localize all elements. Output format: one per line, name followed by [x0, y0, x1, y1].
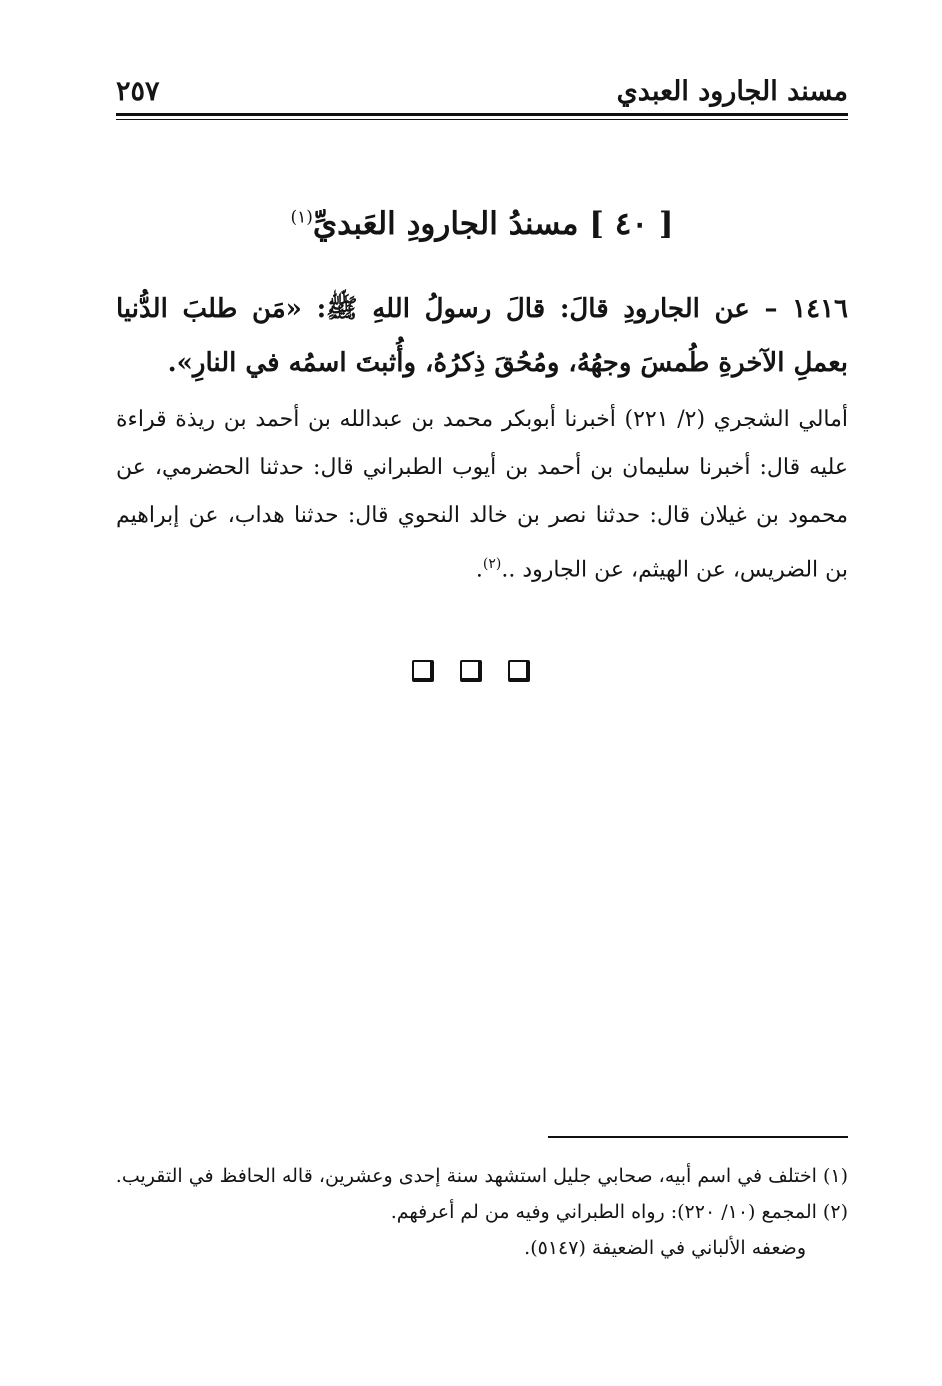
- footnote-rule: [548, 1136, 848, 1138]
- section-end-ornament: [0, 660, 942, 686]
- section-heading-text: [ ٤٠ ] مسندُ الجارودِ العَبديِّ: [312, 206, 674, 242]
- header-rule: [116, 113, 848, 116]
- header-rule-thin: [116, 119, 848, 120]
- square-ornament-icon: [508, 660, 530, 682]
- source-body: أمالي الشجري (٢/ ٢٢١) أخبرنا أبوبكر محمد بن عبدالله بن أحمد بن ريذة قراءة عليه قال: أخبرنا سليمان بن أحمد بن أيوب الطبراني قال: حدثنا الحضرمي، عن محمود بن غيلان قال: حدثنا نصر بن خالد النحوي قال: حدثنا هداب، عن إبراهيم بن الضريس، عن الهيثم، عن الجارود ..: [116, 407, 848, 583]
- section-heading: [116, 206, 848, 242]
- square-ornament-icon: [460, 660, 482, 682]
- page-number: ٢٥٧: [116, 76, 160, 107]
- footnote-2-continuation: وضعفه الألباني في الضعيفة (٥١٤٧).: [524, 1237, 806, 1259]
- source-end: .: [475, 557, 483, 583]
- header-title: مسند الجارود العبدي: [616, 76, 848, 107]
- hadith-text: ١٤١٦ – عن الجارودِ قالَ: قالَ رسولُ اللهِ ﷺ: «مَن طلبَ الدُّنيا بعملِ الآخرةِ طُمسَ وجهُهُ، ومُحُقَ ذِكرُهُ، وأُثبتَ اسمُه في النارِ».: [116, 294, 848, 378]
- footnote-ref-2: (٢): [482, 556, 502, 572]
- running-header: [116, 70, 848, 114]
- footnote-2: (٢) المجمع (١٠/ ٢٢٠): رواه الطبراني وفيه من لم أعرفهم.: [390, 1201, 848, 1223]
- footnote-ref-1: (١): [290, 207, 313, 228]
- square-ornament-icon: [412, 660, 434, 682]
- source-text: [116, 396, 848, 594]
- footnotes: [116, 1158, 848, 1266]
- footnote-1: (١) اختلف في اسم أبيه، صحابي جليل استشهد سنة إحدى وعشرين، قاله الحافظ في التقريب.: [115, 1165, 848, 1187]
